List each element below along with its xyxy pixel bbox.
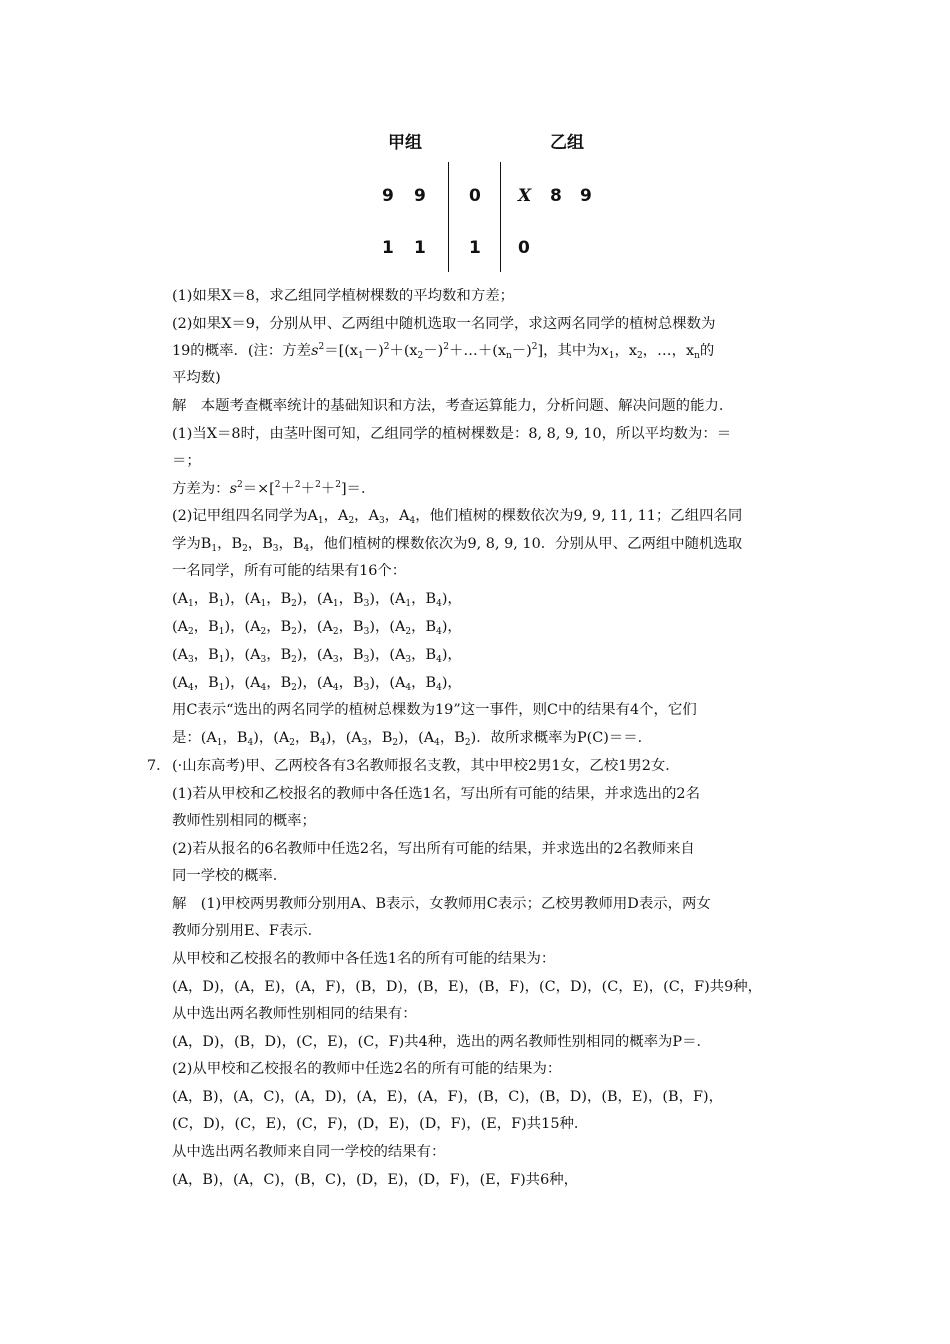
pairs-row-1: ($A_1$，$B_1$)，($A_1$，$B_2$)，($A_1$，$B_3$)，($A_1$，$B_4$)， bbox=[172, 591, 462, 609]
leaf-cell: 9 bbox=[580, 186, 592, 206]
leaf-cell: 1 bbox=[382, 238, 394, 258]
p7-solution-line9: (C，D)，(C，E)，(C，F)，(D，E)，(D，F)，(E，F)共15种． bbox=[172, 1116, 589, 1132]
p6-event-line2: 是：($A_1$，$B_4$)，($A_2$，$B_4$)，($A_3$，$B_2$)，($A_4$，$B_2$)．故所求概率为P(C)＝＝． bbox=[172, 730, 653, 748]
p7-solution-line4: (A，D)，(A，E)，(A，F)，(B，D)，(B，E)，(B，F)，(C，D)，(C，E)，(C，F)共9种， bbox=[172, 979, 763, 995]
stem-leaf-plot bbox=[360, 120, 620, 280]
p7-solution-line8: (A，B)，(A，C)，(A，D)，(A，E)，(A，F)，(B，C)，(B，D)，(B，E)，(B，F)， bbox=[172, 1089, 724, 1105]
left-group-header: 甲组 bbox=[388, 133, 422, 153]
p7-head: (·山东高考)甲、乙两校各有3名教师报名支教，其中甲校2男1女，乙校1男2女． bbox=[172, 758, 680, 774]
leaf-cell-x: X bbox=[518, 186, 532, 206]
right-group-header: 乙组 bbox=[550, 133, 584, 153]
p7-question-2-line1: (2)若从报名的6名教师中任选2名，写出所有可能的结果，并求选出的2名教师来自 bbox=[172, 841, 695, 857]
p7-question-1-line2: 教师性别相同的概率； bbox=[172, 813, 316, 829]
p6-question-2-line2: 19的概率．(注：方差$s^2=[(x_1-)^2+(x_2-)^2+\dots+(x_n-)^2]$，其中为$x_1$，$x_2$，…，$x_n$的 bbox=[172, 342, 715, 361]
leaf-cell: 0 bbox=[518, 238, 530, 258]
p7-solution-line5: 从中选出两名教师性别相同的结果有： bbox=[172, 1006, 417, 1022]
p7-solution-line7: (2)从甲校和乙校报名的教师中任选2名的所有可能的结果为： bbox=[172, 1061, 562, 1077]
p6-solution-1-line2: ＝； bbox=[172, 453, 201, 469]
stem-divider-right bbox=[500, 162, 501, 272]
p7-solution-line1: 解 (1)甲校两男教师分别用A、B表示，女教师用C表示；乙校男教师用D表示，两女 bbox=[172, 896, 711, 912]
p6-solution-1-line3: 方差为：$s^2=\times[^2+^2+^2+^2]=$． bbox=[172, 480, 376, 497]
p6-solution-2-line2: 学为$B_1$，$B_2$，$B_3$，$B_4$，他们植树的棵数依次为9, 8, 9, 10．分别从甲、乙两组中随机选取 bbox=[172, 536, 743, 554]
leaf-cell: 9 bbox=[414, 186, 426, 206]
p6-solution-2-line1: (2)记甲组四名同学为$A_1$，$A_2$，$A_3$，$A_4$，他们植树的棵数依次为9, 9, 11, 11；乙组四名同 bbox=[172, 508, 743, 526]
leaf-cell: 9 bbox=[382, 186, 394, 206]
p7-question-2-line2: 同一学校的概率． bbox=[172, 868, 288, 884]
pairs-row-3: ($A_3$，$B_1$)，($A_3$，$B_2$)，($A_3$，$B_3$)，($A_3$，$B_4$)， bbox=[172, 647, 462, 665]
stem-cell: 1 bbox=[469, 238, 481, 258]
leaf-cell: 8 bbox=[550, 186, 562, 206]
p7-solution-line10: 从中选出两名教师来自同一学校的结果有： bbox=[172, 1144, 446, 1160]
stem-cell: 0 bbox=[469, 186, 481, 206]
p6-question-2-line1: (2)如果X＝9，分别从甲、乙两组中随机选取一名同学，求这两名同学的植树总棵数为 bbox=[172, 316, 716, 332]
p7-question-1-line1: (1)若从甲校和乙校报名的教师中各任选1名，写出所有可能的结果，并求选出的2名 bbox=[172, 786, 700, 802]
p7-solution-line11: (A，B)，(A，C)，(B，C)，(D，E)，(D，F)，(E，F)共6种， bbox=[172, 1172, 579, 1188]
p7-solution-line3: 从甲校和乙校报名的教师中各任选1名的所有可能的结果为： bbox=[172, 951, 556, 967]
p6-solution-2-line3: 一名同学，所有可能的结果有16个： bbox=[172, 563, 407, 579]
p6-solution-intro: 解 本题考查概率统计的基础知识和方法，考查运算能力，分析问题、解决问题的能力． bbox=[172, 398, 734, 414]
p7-solution-line6: (A，D)，(B，D)，(C，E)，(C，F)共4种，选出的两名教师性别相同的概率为P＝． bbox=[172, 1034, 711, 1050]
p6-question-2-line3: 平均数) bbox=[172, 370, 221, 386]
pairs-row-2: ($A_2$，$B_1$)，($A_2$，$B_2$)，($A_2$，$B_3$)，($A_2$，$B_4$)， bbox=[172, 619, 462, 637]
pairs-row-4: ($A_4$，$B_1$)，($A_4$，$B_2$)，($A_4$，$B_3$)，($A_4$，$B_4$)， bbox=[172, 675, 462, 693]
problem-7-number: 7． bbox=[147, 758, 171, 774]
stem-divider-left bbox=[448, 162, 449, 272]
leaf-cell: 1 bbox=[414, 238, 426, 258]
p6-event-line1: 用C表示“选出的两名同学的植树总棵数为19”这一事件，则C中的结果有4个，它们 bbox=[172, 702, 697, 718]
p7-solution-line2: 教师分别用E、F表示． bbox=[172, 923, 323, 939]
p6-question-1: (1)如果X＝8，求乙组同学植树棵数的平均数和方差； bbox=[172, 288, 514, 304]
p6-solution-1-line1: (1)当X＝8时，由茎叶图可知，乙组同学的植树棵数是：8, 8, 9, 10，所以平均数为：＝ bbox=[172, 426, 732, 442]
